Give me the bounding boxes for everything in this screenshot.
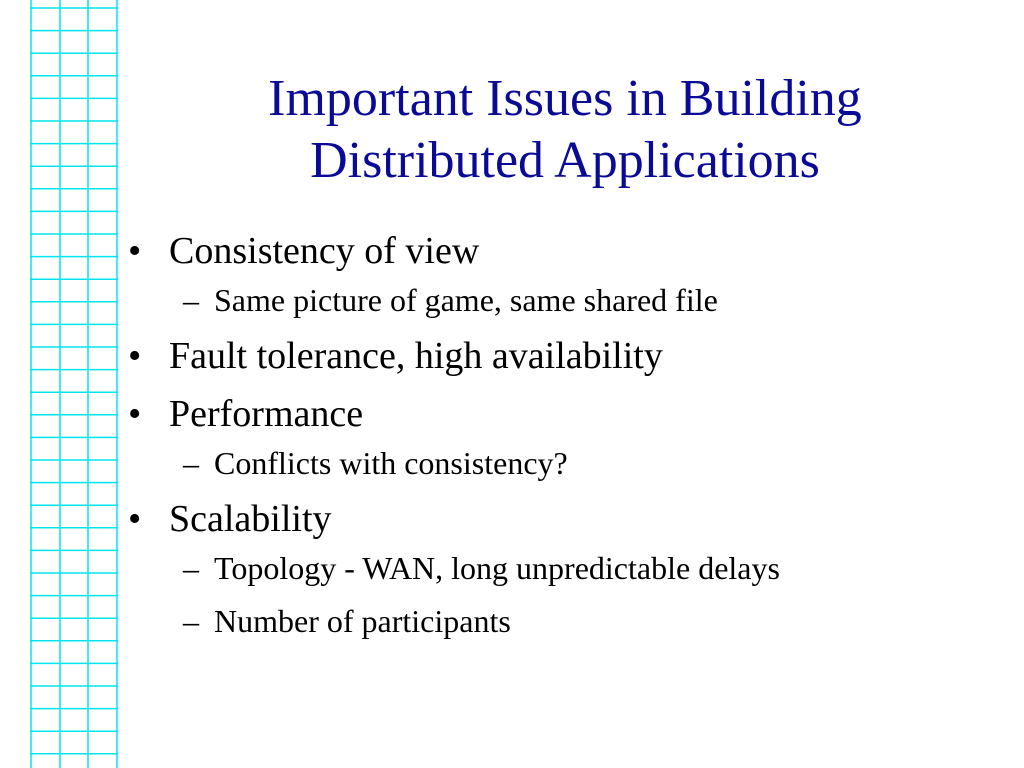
bullet-text: Scalability	[169, 498, 332, 540]
sub-marker: –	[183, 603, 199, 639]
bullet-marker: •	[128, 230, 142, 272]
sub-text: Conflicts with consistency?	[214, 445, 568, 481]
bullet-item	[128, 391, 1008, 483]
sub-list	[169, 280, 1008, 320]
bullet-item	[128, 496, 1008, 641]
sub-item	[169, 548, 1008, 588]
sub-text: Same picture of game, same shared file	[214, 282, 718, 318]
slide-title	[150, 68, 980, 192]
decorative-grid	[30, 0, 118, 768]
sub-item	[169, 280, 1008, 320]
sub-marker: –	[183, 282, 199, 318]
bullet-text: Fault tolerance, high availability	[169, 335, 663, 377]
bullet-item	[128, 228, 1008, 320]
bullet-item	[128, 333, 1008, 379]
bullet-marker: •	[128, 335, 142, 377]
bullet-text: Performance	[169, 393, 364, 435]
sub-list	[169, 548, 1008, 641]
sub-item	[169, 443, 1008, 483]
sub-marker: –	[183, 550, 199, 586]
sub-text: Number of participants	[214, 603, 511, 639]
sub-list	[169, 443, 1008, 483]
bullet-list	[128, 228, 1008, 654]
bullet-marker: •	[128, 393, 142, 435]
sub-item	[169, 601, 1008, 641]
bullet-text: Consistency of view	[169, 230, 480, 272]
title-line-2: Distributed Applications	[310, 132, 820, 189]
title-line-1: Important Issues in Building	[268, 70, 862, 127]
sub-text: Topology - WAN, long unpredictable delays	[214, 550, 780, 586]
bullet-marker: •	[128, 498, 142, 540]
sub-marker: –	[183, 445, 199, 481]
